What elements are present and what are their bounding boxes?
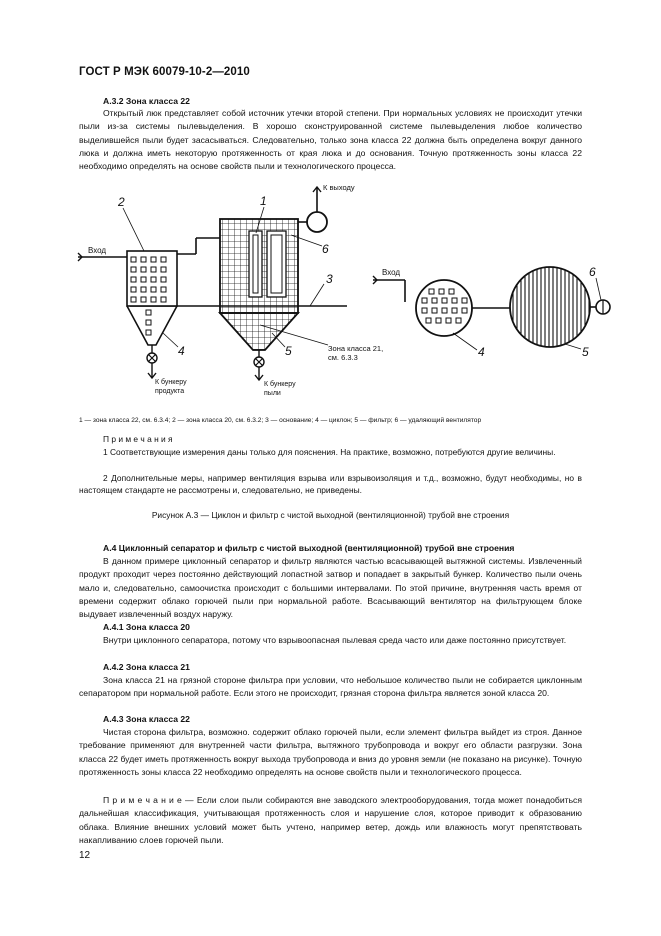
section-a42-text: Зона класса 21 на грязной стороне фильтра при условии, что небольшое количество пыли не собирается циклонным сепаратором при нормальной работе. Если этого не происходит, грязная сторона фильтра является зоной класса 20.: [79, 675, 582, 699]
section-a4-heading: А.4 Циклонный сепаратор и фильтр с чистой выходной (вентиляционной) трубой вне строения: [103, 543, 515, 553]
label-6-right: 6: [589, 265, 596, 279]
label-zone21-text: Зона класса 21,: [328, 344, 384, 353]
note-2: 2 Дополнительные меры, например вентиляция взрыва или взрывоизоляция и т.д., возможно, будут необходимы, но в настоящем стандарте не рассмотрены и, следовательно, не приведены.: [79, 473, 582, 495]
label-vhod-right: Вход: [382, 268, 401, 277]
label-3: 3: [326, 272, 333, 286]
section-a32-text: Открытый люк представляет собой источник утечки второй степени. При нормальных условиях не происходит утечки пыли из-за системы пылевыделения. В хорошо сконструированной системе пылевыделения любое количество выделившейся пыли будет засасываться. Следовательно, только зона класса 22 должна быть определена вокруг данного люка и должна иметь некоторую протяженность от края люка и до основания. Точную протяженность зоны класса 22 необходимо определять на основе свойств пыли и технологического процесса.: [79, 108, 582, 172]
notes-title: П р и м е ч а н и я: [103, 434, 173, 444]
label-bunker-product-text-line: продукта: [155, 388, 185, 395]
label-5-right: 5: [582, 345, 589, 359]
page-number: 12: [79, 850, 91, 861]
section-a41-heading: А.4.1 Зона класса 20: [103, 622, 190, 632]
label-2: 2: [118, 195, 125, 209]
final-note-label: П р и м е ч а н и е: [103, 795, 182, 805]
label-bunker-product: [155, 378, 187, 395]
section-a41-text: Внутри циклонного сепаратора, потому что взрывоопасная пылевая среда часто или даже постоянно присутствует.: [103, 635, 567, 645]
section-a43-heading: А.4.3 Зона класса 22: [103, 714, 190, 724]
section-a4-text: В данном примере циклонный сепаратор и фильтр являются частью всасывающей вытяжной системы. Извлеченный продукт проходит через постоянно действующий лопастной затвор и попадает в закрытый бункер. Количество пыли очень мало и, следовательно, самоочистка происходит с большими интервалами. По этой причине, внутренняя часть время от времени содержит облако горючей пыли при нормальной работе. Всасывающий вентилятор на фильтрующем блоке выдувает извлеченный воздух наружу.: [79, 556, 582, 620]
label-k-vyhodu: К выходу: [323, 183, 355, 192]
label-bunker-dust: [264, 380, 296, 397]
label-vhod-left: Вход: [88, 246, 107, 255]
fan-top: [307, 212, 327, 232]
cyclone-left: [127, 251, 177, 378]
label-4-right: 4: [478, 345, 485, 359]
label-1: 1: [260, 194, 267, 208]
figure-caption: Рисунок А.3 — Циклон и фильтр с чистой выходной (вентиляционной) трубой вне строения: [151, 510, 510, 520]
note-1: 1 Соответствующие измерения даны только для пояснения. На практике, возможно, потребуются другие величины.: [103, 447, 556, 457]
section-a42-heading: А.4.2 Зона класса 21: [103, 662, 190, 672]
label-6-middle: 6: [322, 242, 329, 256]
section-a43-text: Чистая сторона фильтра, возможно. содержит облако горючей пыли, если элемент фильтра выйдет из строя. Данное требование применяют для внутренней части фильтра, вытяжного трубопровода и вокруг его области разгрузки. Зона класса 22 будет иметь протяженность вокруг выхода трубопровода и вниз до уровня земли (не показано на рисунке). Точную протяженность зоны класса 22 необходимо определять на основе свойств пыли и технологического процесса.: [79, 727, 582, 777]
section-a32-heading: А.3.2 Зона класса 22: [103, 96, 190, 106]
label-zone21-text-line: см. 6.3.3: [328, 353, 358, 362]
cyclone-plan: [416, 280, 472, 336]
label-3-leader: [310, 284, 324, 306]
figure-a3: [60, 175, 630, 405]
document-header: ГОСТ Р МЭК 60079-10-2—2010: [79, 66, 250, 78]
label-bunker-dust-text: К бункеру: [264, 381, 296, 388]
final-note: [79, 794, 582, 847]
label-bunker-product-text: К бункеру: [155, 379, 187, 386]
label-zone21: [328, 344, 383, 362]
label-5-middle: 5: [285, 344, 292, 358]
filter-plan: [510, 267, 590, 347]
label-bunker-dust-text-line: пыли: [264, 390, 281, 397]
figure-legend: 1 — зона класса 22, см. 6.3.4; 2 — зона класса 20, см. 6.3.2; 3 — основание; 4 — циклон; 5 — фильтр; 6 — удаляющий вентилятор: [79, 417, 482, 424]
final-note-text: — Если слои пыли собираются вне заводского электрооборудования, тогда может понадобиться дальнейшая классификация, учитывающая протяженность слоя и нарушение слоя, которое приводит к образованию облака. Влияние внешних условий может быть учтено, например ветер, дождь или влажность могут препятствовать накапливанию слоев горючей пыли.: [79, 795, 582, 845]
label-4-left: 4: [178, 344, 185, 358]
